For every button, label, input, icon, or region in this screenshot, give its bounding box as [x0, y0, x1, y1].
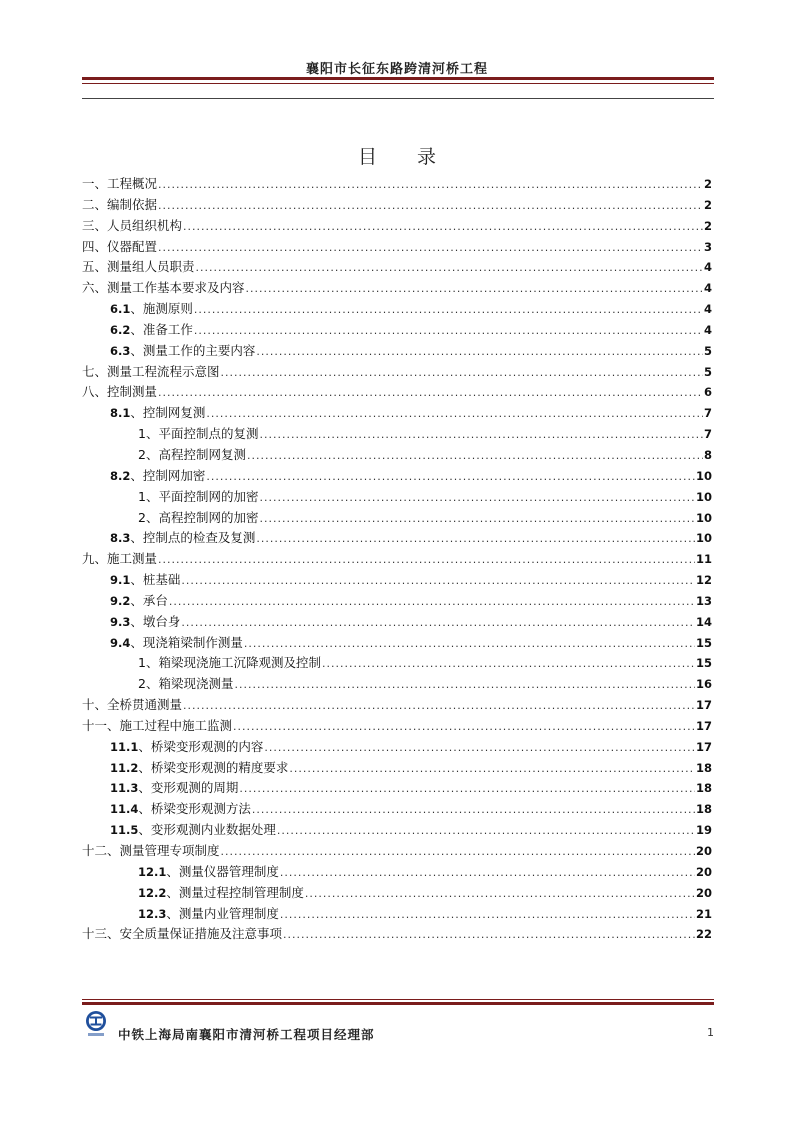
toc-entry[interactable] [82, 883, 712, 904]
toc-entry[interactable] [82, 362, 712, 383]
toc-entry-number: 6.1 [110, 302, 131, 317]
toc-entry[interactable] [82, 695, 712, 716]
toc-entry[interactable] [82, 466, 712, 487]
toc-entry-text: 、准备工作 [130, 321, 193, 337]
toc-entry-label [82, 716, 232, 737]
toc-entry-number: 8.2 [110, 468, 131, 483]
toc-leader-dots [239, 779, 695, 800]
toc-entry-page: 4 [703, 322, 712, 337]
toc-entry[interactable] [82, 820, 712, 841]
toc-entry-number: 12.2 [138, 885, 167, 900]
toc-leader-dots [247, 446, 703, 467]
crcc-logo-icon [83, 1010, 109, 1040]
toc-entry[interactable] [82, 904, 712, 925]
toc-entry-label [110, 758, 288, 779]
toc-entry-number: 11.5 [110, 823, 139, 838]
footer-organization: 中铁上海局南襄阳市清河桥工程项目经理部 [118, 1027, 375, 1042]
toc-entry-label [82, 237, 157, 258]
toc-entry-label [110, 570, 180, 591]
toc-entry[interactable] [82, 528, 712, 549]
toc-entry-text: 、测量工作的主要内容 [130, 342, 256, 358]
toc-entry-text: 八、控制测量 [82, 384, 158, 400]
toc-entry-label [138, 653, 321, 674]
toc-leader-dots [280, 863, 695, 884]
toc-entry-text: 、测量过程控制管理制度 [166, 884, 304, 900]
page-number: 1 [707, 1026, 714, 1039]
header-rule-lower [82, 98, 714, 99]
toc-entry[interactable] [82, 778, 712, 799]
toc-entry-text: 、变形观测的周期 [138, 780, 239, 796]
toc-leader-dots [280, 905, 695, 926]
toc-entry-text: 十二、测量管理专项制度 [82, 843, 220, 858]
toc-entry-text: 、桩基础 [130, 572, 181, 588]
toc-leader-dots [194, 300, 703, 321]
toc-entry-text: 十一、施工过程中施工监测 [82, 717, 233, 733]
toc-entry-label [138, 445, 246, 466]
toc-entry-page: 5 [703, 364, 712, 379]
toc-entry[interactable] [82, 320, 712, 341]
toc-entry-number: 8.3 [110, 531, 131, 546]
toc-entry-page: 12 [695, 573, 712, 588]
toc-entry[interactable] [82, 424, 712, 445]
toc-leader-dots [194, 321, 703, 342]
toc-entry[interactable] [82, 403, 712, 424]
toc-leader-dots [322, 654, 695, 675]
toc-leader-dots [183, 217, 703, 238]
toc-leader-dots [206, 467, 695, 488]
footer-rule-thick [82, 1002, 714, 1005]
toc-entry[interactable] [82, 487, 712, 508]
toc-leader-dots [259, 509, 695, 530]
toc-entry[interactable] [82, 445, 712, 466]
toc-entry-page: 20 [695, 885, 712, 900]
toc-entry-page: 3 [703, 239, 712, 254]
toc-entry-label [82, 195, 157, 216]
toc-entry-number: 11.2 [110, 760, 139, 775]
toc-entry-text: 七、测量工程流程示意图 [82, 363, 220, 379]
toc-entry[interactable] [82, 633, 712, 654]
toc-leader-dots [259, 488, 695, 509]
toc-leader-dots [206, 404, 703, 425]
toc-entry-label [138, 424, 258, 445]
toc-entry-page: 4 [703, 260, 712, 275]
toc-leader-dots [221, 363, 703, 384]
toc-entry-page: 15 [695, 656, 712, 671]
toc-leader-dots [183, 696, 695, 717]
toc-entry-page: 16 [695, 677, 712, 692]
toc-entry-label [110, 612, 180, 633]
toc-leader-dots [252, 800, 695, 821]
toc-leader-dots [158, 175, 703, 196]
toc-entry-page: 8 [703, 447, 712, 462]
toc-entry-label [110, 341, 255, 362]
toc-entry-page: 10 [695, 468, 712, 483]
toc-entry-number: 9.1 [110, 573, 131, 588]
toc-entry-label [138, 862, 279, 883]
toc-leader-dots [283, 925, 695, 946]
toc-entry-text: 、测量内业管理制度 [166, 905, 279, 921]
toc-entry-page: 17 [695, 718, 712, 733]
toc-entry-page: 14 [695, 614, 712, 629]
toc-entry-text: 、控制网加密 [130, 467, 206, 483]
toc-entry-page: 5 [703, 343, 712, 358]
toc-leader-dots [277, 821, 695, 842]
toc-entry-text: 2、高程控制网复测 [138, 446, 246, 462]
toc-entry-page: 2 [703, 177, 712, 191]
toc-leader-dots [234, 675, 695, 696]
toc-leader-dots [246, 279, 703, 300]
header-title: 襄阳市长征东路跨清河桥工程 [305, 62, 488, 77]
toc-entry-label [138, 674, 233, 695]
toc-entry-label [138, 508, 258, 529]
toc-entry-page: 2 [703, 218, 712, 233]
toc-entry-page: 17 [695, 698, 712, 713]
toc-leader-dots [289, 759, 695, 780]
toc-entry-page: 17 [695, 739, 712, 754]
toc-entry-label [138, 904, 279, 925]
toc-entry-number: 6.3 [110, 343, 131, 358]
toc-entry-text: 1、箱梁现浇施工沉降观测及控制 [138, 655, 321, 671]
toc-entry-page: 20 [695, 844, 712, 858]
toc-entry[interactable] [82, 737, 712, 758]
toc-entry-page: 10 [695, 510, 712, 525]
toc-entry-text: 九、施工测量 [82, 551, 158, 567]
toc-entry-number: 11.3 [110, 781, 139, 796]
toc-entry-text: 一、工程概况 [82, 176, 158, 191]
toc-entry-text: 五、测量组人员职责 [82, 259, 195, 275]
toc-entry-text: 、承台 [130, 592, 168, 608]
toc-entry-number: 12.1 [138, 864, 167, 879]
toc-entry-label [82, 278, 245, 299]
toc-entry-number: 12.3 [138, 906, 167, 921]
toc-entry-text: 、控制点的检查及复测 [130, 530, 256, 546]
toc-entry-page: 13 [695, 593, 712, 608]
toc-leader-dots [259, 425, 703, 446]
toc-entry-text: 十、全桥贯通测量 [82, 697, 183, 713]
toc-entry-text: 三、人员组织机构 [82, 217, 183, 233]
toc-entry-number: 11.1 [110, 739, 139, 754]
toc-entry[interactable] [82, 591, 712, 612]
toc-entry[interactable] [82, 195, 712, 216]
toc-entry-text: 十三、安全质量保证措施及注意事项 [82, 926, 283, 942]
toc-entry-page: 18 [695, 802, 712, 817]
toc-entry-page: 19 [695, 823, 712, 838]
toc-entry-number: 9.2 [110, 593, 131, 608]
toc-entry-text: 、施测原则 [130, 301, 193, 317]
toc-entry-label [82, 549, 157, 570]
toc-entry-text: 2、高程控制网的加密 [138, 509, 259, 525]
toc-entry-label [82, 841, 220, 862]
toc-entry-label [110, 737, 263, 758]
toc-entry-page: 4 [703, 281, 712, 296]
toc-entry-text: 、桥梁变形观测的内容 [138, 738, 264, 754]
toc-entry-text: 1、平面控制网的加密 [138, 488, 259, 504]
toc-entry-label [82, 382, 157, 403]
toc-entry-page: 6 [703, 385, 712, 400]
toc-entry-label [110, 778, 238, 799]
footer-rule-thin [82, 999, 714, 1000]
toc-entry[interactable] [82, 862, 712, 883]
toc-entry-label [138, 487, 258, 508]
toc-leader-dots [181, 571, 695, 592]
toc-entry-text: 、桥梁变形观测的精度要求 [138, 759, 289, 775]
toc-entry-label [82, 924, 282, 945]
toc-entry[interactable] [82, 382, 712, 403]
toc-entry-label [138, 883, 304, 904]
toc-entry-label [82, 695, 182, 716]
toc-entry-label [82, 216, 182, 237]
toc-entry-page: 10 [695, 489, 712, 504]
toc-entry-page: 7 [703, 427, 712, 442]
toc-heading: 目录 [357, 146, 476, 168]
toc-entry[interactable] [82, 799, 712, 820]
toc-entry[interactable] [82, 278, 712, 299]
toc-entry[interactable] [82, 716, 712, 737]
toc-entry-number: 8.1 [110, 406, 131, 421]
toc-entry-page: 20 [695, 864, 712, 879]
toc-leader-dots [158, 196, 703, 217]
toc-entry-label [82, 362, 220, 383]
toc-leader-dots [169, 592, 695, 613]
toc-leader-dots [244, 634, 695, 655]
toc-entry-page: 10 [695, 531, 712, 546]
toc-entry-text: 、变形观测内业数据处理 [138, 822, 276, 838]
toc-entry[interactable] [82, 549, 712, 570]
toc-entry[interactable] [82, 612, 712, 633]
toc-entry[interactable] [82, 257, 712, 278]
toc-entry-label [110, 633, 243, 654]
toc-entry-page: 4 [703, 302, 712, 317]
toc-leader-dots [158, 238, 703, 259]
toc-entry-text: 、现浇箱梁制作测量 [130, 634, 243, 650]
toc-leader-dots [256, 529, 695, 550]
toc-entry-label [110, 299, 193, 320]
toc-entry[interactable] [82, 758, 712, 779]
table-of-contents [82, 174, 712, 945]
toc-leader-dots [256, 342, 703, 363]
toc-entry-page: 2 [703, 197, 712, 212]
toc-entry-label [110, 820, 276, 841]
toc-entry-page: 7 [703, 406, 712, 421]
toc-entry-label [110, 528, 255, 549]
header-rule-thick [82, 77, 714, 80]
toc-entry[interactable] [82, 653, 712, 674]
toc-entry-page: 21 [695, 906, 712, 921]
toc-leader-dots [181, 613, 695, 634]
toc-entry[interactable] [82, 216, 712, 237]
toc-entry-label [110, 466, 205, 487]
toc-entry[interactable] [82, 341, 712, 362]
toc-entry-text: 1、平面控制点的复测 [138, 426, 259, 442]
toc-leader-dots [221, 842, 695, 863]
toc-entry[interactable] [82, 299, 712, 320]
toc-entry-page: 15 [695, 635, 712, 650]
toc-leader-dots [233, 717, 695, 738]
header-rule-thin [82, 83, 714, 84]
toc-entry[interactable] [82, 924, 712, 945]
toc-entry-page: 11 [695, 552, 712, 567]
toc-entry-page: 18 [695, 781, 712, 796]
toc-entry-page: 22 [695, 927, 712, 942]
toc-entry-label [110, 799, 251, 820]
toc-entry[interactable] [82, 237, 712, 258]
toc-entry-text: 2、箱梁现浇测量 [138, 676, 234, 692]
toc-entry[interactable] [82, 674, 712, 695]
toc-entry-label [82, 257, 195, 278]
toc-entry-label [82, 174, 157, 195]
toc-leader-dots [196, 258, 703, 279]
toc-entry-label [110, 591, 168, 612]
toc-entry[interactable] [82, 570, 712, 591]
toc-entry-number: 6.2 [110, 322, 131, 337]
toc-entry-label [110, 320, 193, 341]
toc-entry-text: 六、测量工作基本要求及内容 [82, 280, 245, 296]
toc-leader-dots [158, 550, 695, 571]
toc-entry-number: 11.4 [110, 802, 139, 817]
toc-leader-dots [305, 884, 695, 905]
toc-entry-text: 、控制网复测 [130, 405, 206, 421]
toc-entry[interactable] [82, 174, 712, 195]
toc-leader-dots [264, 738, 695, 759]
toc-entry-text: 、测量仪器管理制度 [166, 863, 279, 879]
toc-entry[interactable] [82, 841, 712, 862]
toc-entry-text: 二、编制依据 [82, 196, 158, 212]
toc-entry-text: 、墩台身 [130, 613, 181, 629]
toc-entry[interactable] [82, 508, 712, 529]
toc-leader-dots [158, 383, 703, 404]
toc-entry-text: 四、仪器配置 [82, 238, 158, 254]
toc-entry-number: 9.3 [110, 614, 131, 629]
toc-entry-page: 18 [695, 760, 712, 775]
toc-entry-text: 、桥梁变形观测方法 [138, 801, 251, 817]
toc-entry-number: 9.4 [110, 635, 131, 650]
toc-entry-label [110, 403, 205, 424]
